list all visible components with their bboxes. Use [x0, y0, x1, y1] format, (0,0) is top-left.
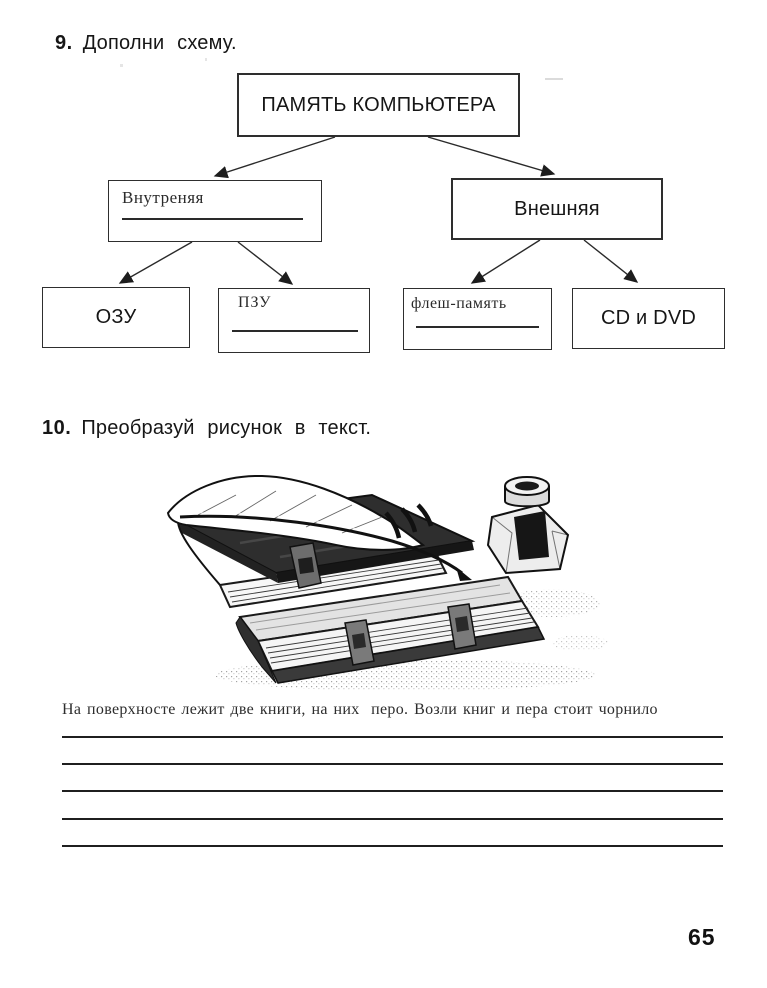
books-quill-inkwell-illustration	[140, 455, 610, 700]
diagram-node-memory-root	[237, 73, 520, 137]
diagram-node-pzu-label: ПЗУ	[238, 294, 272, 311]
scan-artifact	[120, 64, 123, 67]
diagram-node-flash	[403, 288, 552, 350]
quill-nib	[456, 567, 472, 581]
book-buckle	[298, 557, 314, 574]
shadow	[552, 635, 608, 651]
internal-blank-line	[122, 218, 303, 220]
exercise10-header	[42, 417, 371, 440]
diagram-node-internal	[108, 180, 322, 242]
exercise10-title: Преобразуй рисунок в текст.	[81, 417, 372, 439]
inkwell-mouth	[515, 482, 539, 491]
diagram-node-cd-dvd	[572, 288, 725, 349]
diagram-node-flash-label: флеш-память	[411, 295, 507, 312]
answer-line	[62, 763, 723, 765]
answer-line	[62, 790, 723, 792]
pzu-blank-line	[232, 330, 358, 332]
diagram-node-external	[451, 178, 663, 240]
page-number: 65	[688, 924, 716, 950]
diagram-node-memory-root-label: ПАМЯТЬ КОМПЬЮТЕРА	[261, 93, 496, 116]
inkwell	[488, 477, 568, 573]
book-buckle	[352, 633, 366, 649]
exercise9-title: Дополни схему.	[82, 32, 237, 54]
diagram-node-ozu	[42, 287, 190, 348]
answer-text: На поверхносте лежит две книги, на них перо. Возли книг и пера стоит чорнило	[62, 701, 658, 718]
scan-artifact	[545, 78, 563, 80]
diagram-node-external-label: Внешняя	[514, 197, 600, 220]
scan-artifact	[205, 58, 207, 61]
ink	[514, 511, 549, 560]
flash-blank-line	[416, 326, 539, 328]
answer-line	[62, 736, 723, 738]
diagram-node-ozu-label: ОЗУ	[95, 306, 137, 328]
diagram-node-cd-dvd-label: CD и DVD	[601, 307, 696, 329]
diagram-node-internal-label: Внутреняя	[122, 188, 204, 207]
books-quill-inkwell-drawing	[140, 455, 610, 700]
diagram-node-pzu	[218, 288, 370, 353]
exercise9-number: 9.	[55, 32, 73, 54]
answer-line	[62, 845, 723, 847]
book-buckle	[455, 616, 469, 632]
exercise9-header	[55, 32, 237, 55]
exercise10-number: 10.	[42, 417, 72, 439]
answer-line	[62, 818, 723, 820]
